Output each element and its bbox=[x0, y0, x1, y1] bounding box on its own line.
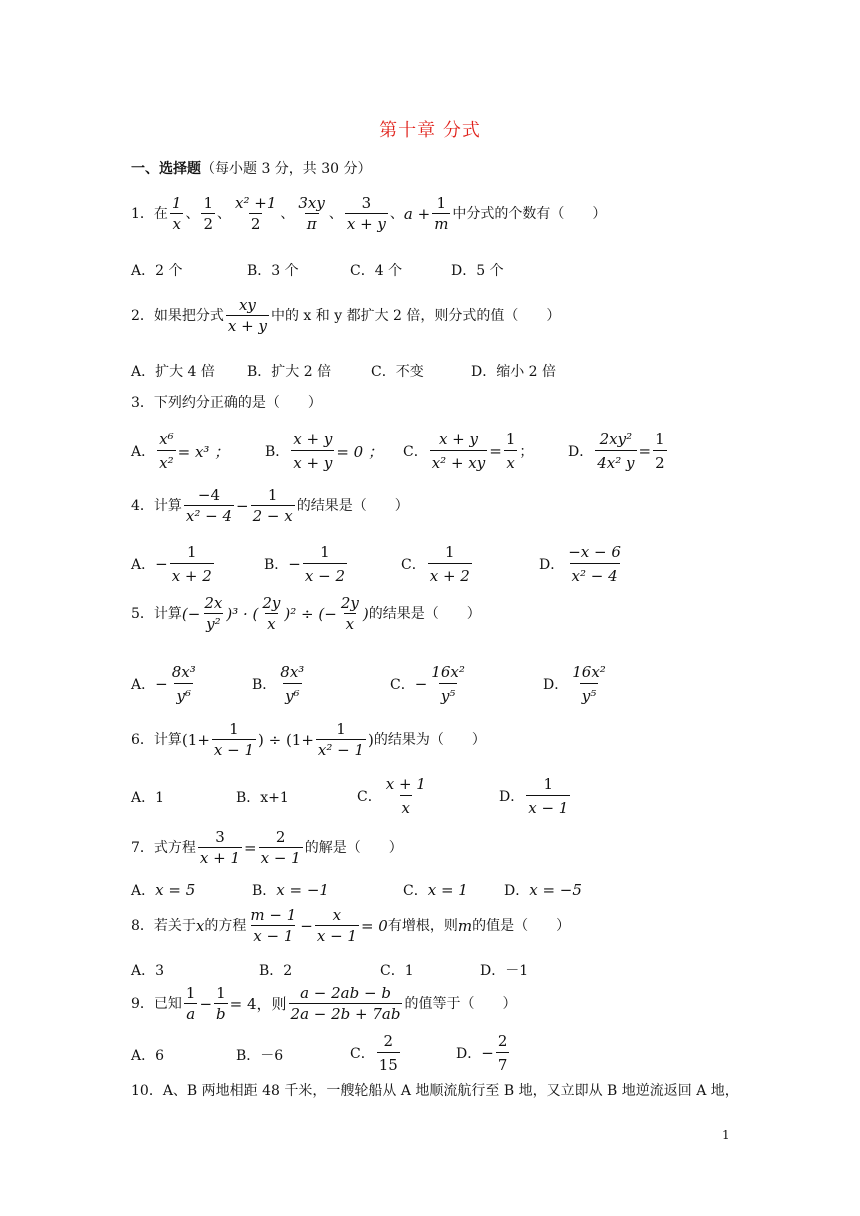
option-d[interactable]: D． − $\frac{2}{7}$ bbox=[456, 1032, 508, 1074]
page-title: 第十章 分式 bbox=[379, 120, 481, 141]
option-a[interactable]: A．2 个 bbox=[131, 263, 183, 279]
question-2: 2．如果把分式 $\frac{xy}{x + y}$ 中的 x 和 y 都扩大 2 倍，则分式的值（ ） bbox=[131, 296, 561, 335]
page-number: 1 bbox=[722, 1128, 730, 1142]
option-c[interactable]: C． $\frac{2}{15}$ bbox=[350, 1032, 398, 1074]
question-10: 10．A、B 两地相距 48 千米，一艘轮船从 A 地顺流航行至 B 地，又立即从 B 地逆流返回 A 地， bbox=[131, 1083, 739, 1099]
question-5: 5．计算 (− $\frac{2x}{\text{y²}}$ )³ · ( $\frac{2y}{x}$ )² ÷ (− $\frac{2y}{x}$ ) 的结果是（ ） bbox=[131, 594, 481, 633]
fraction: $\frac{1}{m}$ bbox=[434, 194, 449, 233]
option-d[interactable]: D． $\frac{\text{16x²}}{\text{y⁵}}$ bbox=[543, 663, 606, 705]
option-c[interactable]: C． $\frac{x + y}{\text{x² + xy}}$ = $\frac{1}{x}$ ； bbox=[403, 430, 534, 472]
option-b[interactable]: B． − $\frac{1}{x - 2}$ bbox=[264, 543, 345, 585]
option-b[interactable]: B． $\frac{\text{8x³}}{\text{y⁶}}$ bbox=[252, 663, 305, 705]
question-6: 6．计算 (1+ $\frac{1}{x - 1}$ ) ÷ (1+ $\frac{1}{\text{x² − 1}}$ ) 的结果为（ ） bbox=[131, 720, 486, 759]
section-heading bbox=[131, 158, 372, 178]
option-d[interactable]: D．缩小 2 倍 bbox=[471, 364, 557, 380]
option-b[interactable]: B． x = −1 bbox=[252, 881, 329, 899]
option-a[interactable]: A．1 bbox=[131, 790, 165, 806]
option-b[interactable]: B．x+1 bbox=[236, 790, 289, 806]
option-d[interactable]: D．5 个 bbox=[451, 263, 504, 279]
option-a[interactable]: A． − $\frac{\text{8x³}}{\text{y⁶}}$ bbox=[131, 663, 196, 705]
section-label: 一、选择题 bbox=[131, 161, 201, 177]
option-c[interactable]: C．1 bbox=[380, 963, 414, 979]
option-a[interactable]: A．6 bbox=[131, 1048, 165, 1064]
fraction: $\frac{\text{x² +1}}{2}$ bbox=[235, 194, 277, 233]
question-9: 9．已知 $\frac{1}{a}$ − $\frac{1}{b}$ = 4，则 $\frac{a - 2ab - b}{2a - 2b + 7ab}$ 的值等于（ ） bbox=[131, 984, 517, 1023]
option-a[interactable]: A．3 bbox=[131, 963, 165, 979]
option-c[interactable]: C．4 个 bbox=[350, 263, 403, 279]
option-c[interactable]: C． x = 1 bbox=[403, 881, 468, 899]
fraction: $\frac{xy}{x + y}$ bbox=[227, 296, 267, 335]
option-c[interactable]: C．不变 bbox=[371, 364, 424, 380]
option-b[interactable]: B．扩大 2 倍 bbox=[247, 364, 332, 380]
option-b[interactable]: B．－6 bbox=[236, 1048, 284, 1064]
option-c[interactable]: C． $\frac{x + 1}{x}$ bbox=[357, 775, 426, 817]
section-note: （每小题 3 分，共 30 分） bbox=[201, 161, 372, 177]
fraction: $\frac{3}{x + y}$ bbox=[346, 194, 386, 233]
option-a[interactable]: A． − $\frac{1}{x + 2}$ bbox=[131, 543, 212, 585]
question-8: 8．若关于 x 的方程 $\frac{m - 1}{x - 1}$ − $\frac{x}{x - 1}$ = 0 有增根，则 m 的值是（ ） bbox=[131, 906, 571, 945]
option-b[interactable]: B．2 bbox=[259, 963, 293, 979]
fraction: $\frac{3xy}{\pi}$ bbox=[298, 194, 325, 233]
option-d[interactable]: D．－1 bbox=[480, 963, 529, 979]
option-a[interactable]: A． x = 5 bbox=[131, 881, 196, 899]
option-a[interactable]: A．扩大 4 倍 bbox=[131, 364, 215, 380]
fraction: $\frac{1}{x}$ bbox=[171, 194, 182, 233]
question-1: 1．在 $\frac{1}{x}$ 、 $\frac{1}{2}$ 、 $\frac{\text{x² +1}}{2}$ 、 $\frac{3xy}{\pi}$ 、 $\frac{3}{x + y}$ 、 a + $\frac{1}{m}$ 中分式的个数有（ ） bbox=[131, 194, 607, 233]
option-a[interactable]: A． $\frac{\text{x⁶}}{\text{x²}}$ = x³ ； bbox=[131, 430, 230, 472]
option-d[interactable]: D． $\frac{\text{2xy²}}{\text{4x² y}}$ = $\frac{1}{2}$ bbox=[568, 430, 665, 472]
question-4: 4．计算 $\frac{-4}{\text{x² − 4}}$ − $\frac{1}{2 - x}$ 的结果是（ ） bbox=[131, 486, 409, 525]
option-b[interactable]: B． $\frac{x + y}{x + y}$ = 0 ； bbox=[265, 430, 383, 472]
option-d[interactable]: D． $\frac{1}{x - 1}$ bbox=[499, 775, 569, 817]
option-c[interactable]: C． $\frac{1}{x + 2}$ bbox=[401, 543, 470, 585]
question-3: 3．下列约分正确的是（ ） bbox=[131, 395, 322, 411]
question-7: 7．式方程 $\frac{3}{x + 1}$ = $\frac{2}{x - 1}$ 的解是（ ） bbox=[131, 828, 403, 867]
option-d[interactable]: D． $\frac{-x - 6}{\text{x² − 4}}$ bbox=[539, 543, 621, 585]
option-c[interactable]: C． − $\frac{\text{16x²}}{\text{y⁵}}$ bbox=[390, 663, 465, 705]
option-d[interactable]: D． x = −5 bbox=[504, 881, 582, 899]
fraction: $\frac{1}{2}$ bbox=[203, 194, 214, 233]
option-b[interactable]: B．3 个 bbox=[247, 263, 299, 279]
